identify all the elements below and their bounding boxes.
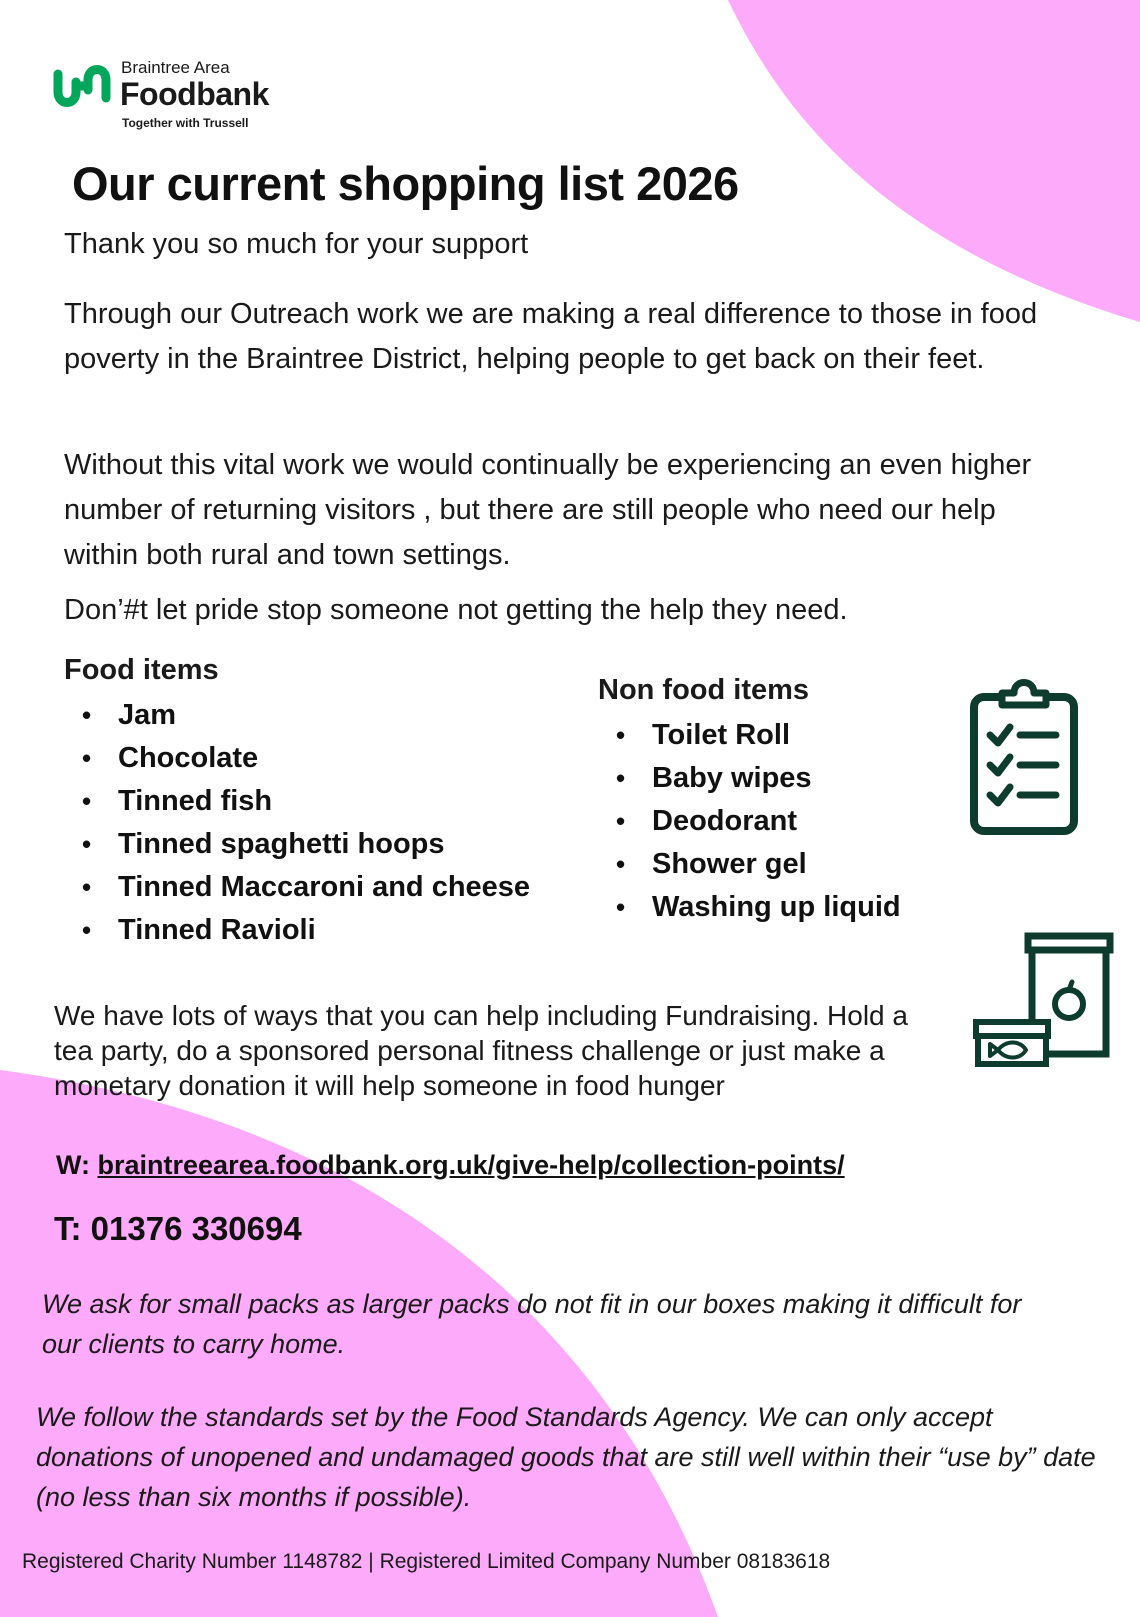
list-item: • Tinned Maccaroni and cheese bbox=[64, 866, 530, 909]
intro-paragraph-vital-work: Without this vital work we would continually be experiencing an even higher number of returning visitors , but there are still people who need our help within both rural and town settings. bbox=[64, 449, 1032, 571]
non-food-items-heading: Non food items bbox=[598, 674, 810, 706]
list-item: • Washing up liquid bbox=[598, 886, 901, 929]
help-paragraph: We have lots of ways that you can help including Fundraising. Hold a tea party, do a sponsored personal fitness challenge or just make a monetary donation it will help someone in food hunger bbox=[54, 1000, 908, 1101]
logo-area-name: Braintree Area bbox=[121, 58, 230, 77]
non-food-items-list bbox=[598, 714, 901, 929]
list-item: • Deodorant bbox=[598, 800, 901, 843]
page-subtitle: Thank you so much for your support bbox=[64, 228, 529, 260]
page-title: Our current shopping list 2026 bbox=[72, 157, 739, 210]
list-item: • Chocolate bbox=[64, 737, 530, 780]
food-standards-note: We follow the standards set by the Food Standards Agency. We can only accept donations of unopened and undamaged goods that are still well within their “use by” date (no less than six months if possible). bbox=[36, 1402, 1096, 1512]
list-item: • Jam bbox=[64, 694, 530, 737]
website-link[interactable]: braintreearea.foodbank.org.uk/give-help/collection-points/ bbox=[97, 1150, 845, 1180]
food-items-list bbox=[64, 694, 530, 952]
phone-number: T: 01376 330694 bbox=[54, 1210, 302, 1247]
food-tins-icon bbox=[972, 930, 1116, 1070]
logo-wordmark: Foodbank bbox=[120, 76, 269, 112]
foodbank-logo-icon bbox=[52, 58, 112, 114]
list-item: • Tinned Ravioli bbox=[64, 909, 530, 952]
small-packs-note: We ask for small packs as larger packs do not fit in our boxes making it difficult for our clients to carry home. bbox=[42, 1289, 1022, 1359]
website-line bbox=[56, 1150, 845, 1181]
list-item: • Baby wipes bbox=[598, 757, 901, 800]
list-item: • Shower gel bbox=[598, 843, 901, 886]
clipboard-checklist-icon bbox=[968, 675, 1080, 837]
food-items-heading: Food items bbox=[64, 654, 219, 686]
list-item: • Toilet Roll bbox=[598, 714, 901, 757]
list-item: • Tinned spaghetti hoops bbox=[64, 823, 530, 866]
registration-footer: Registered Charity Number 1148782 | Registered Limited Company Number 08183618 bbox=[22, 1550, 831, 1573]
top-right-pink-blob bbox=[728, 0, 1140, 322]
website-prefix: W: bbox=[56, 1150, 90, 1180]
list-item: • Tinned fish bbox=[64, 780, 530, 823]
intro-paragraph-pride: Don’#t let pride stop someone not getting the help they need. bbox=[64, 594, 848, 626]
intro-paragraph-outreach: Through our Outreach work we are making a real difference to those in food poverty in the Braintree District, helping people to get back on their feet. bbox=[64, 298, 1038, 375]
logo-tagline: Together with Trussell bbox=[122, 116, 249, 130]
